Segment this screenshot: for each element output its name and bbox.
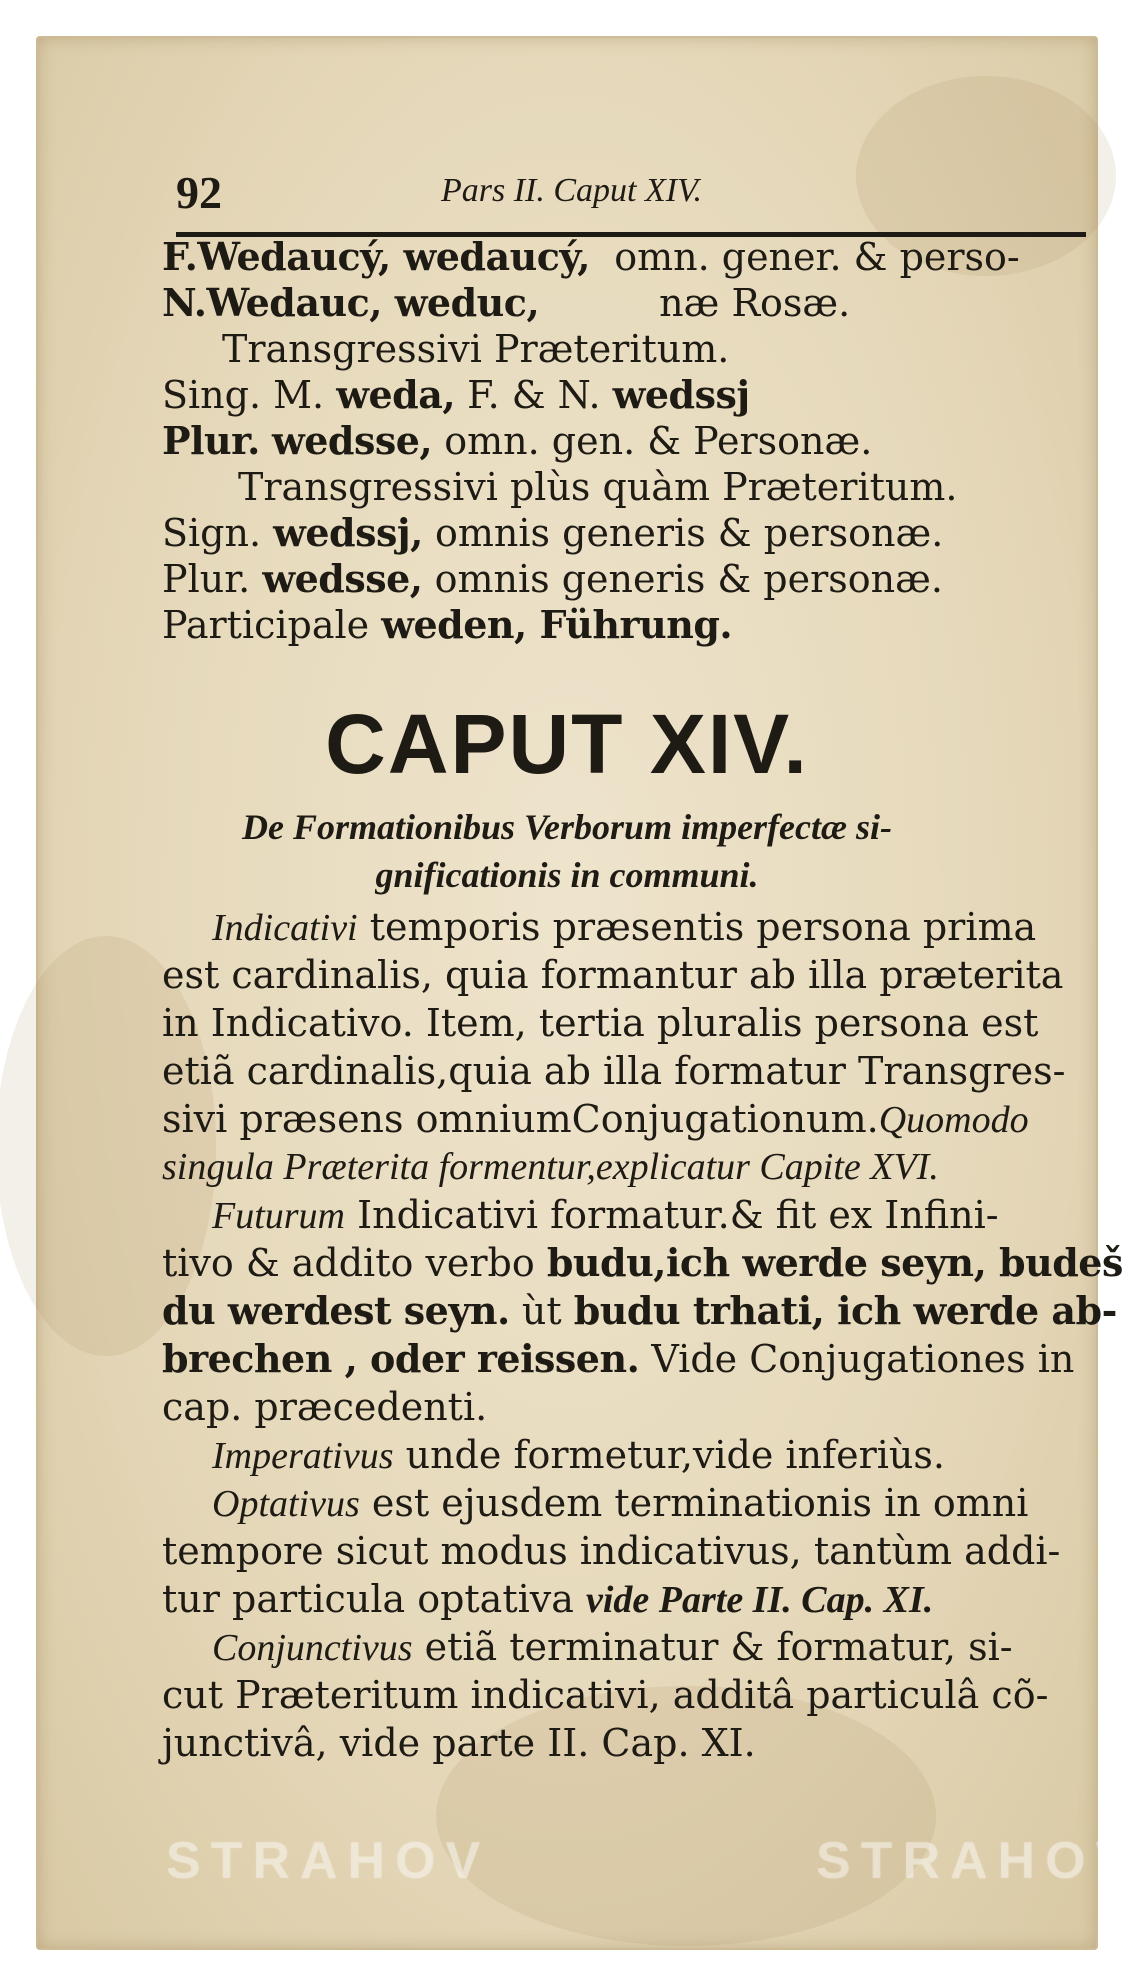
body-line: in Indicativo. Item, tertia pluralis persona est (162, 1001, 1039, 1045)
body-line: brechen , oder reissen. Vide Conjugationes in (162, 1336, 1075, 1381)
paradigm-line: Sign. wedssj, omnis generis & personæ. (162, 510, 944, 555)
page-number: 92 (176, 167, 222, 218)
body-line: du werdest seyn. ùt budu trhati, ich werde ab- (162, 1288, 1117, 1333)
library-watermark: STRAHOV (816, 1832, 1140, 1890)
czech-form: wedsse, (262, 556, 423, 601)
german-gloss: budu,ich werde seyn, budeš (546, 1240, 1123, 1285)
paradigm-line: N.Wedauc, weduc, næ Rosæ. (162, 280, 851, 325)
paradigm-heading: Transgressivi plùs quàm Præteritum. (238, 465, 958, 509)
czech-form: weden, Führung. (381, 602, 733, 647)
german-gloss: brechen , oder reissen. (162, 1336, 640, 1381)
german-gloss: budu trhati, ich werde ab- (573, 1288, 1117, 1333)
body-line: Imperativus unde formetur,vide inferiùs. (212, 1433, 945, 1477)
czech-form: wedssj, (273, 510, 423, 555)
body-line: Optativus est ejusdem terminationis in omni (212, 1481, 1029, 1525)
paradigm-line: Plur. wedsse, omnis generis & personæ. (162, 556, 943, 601)
body-line: tempore sicut modus indicativus, tantùm addi- (162, 1529, 1061, 1573)
body-line: etiã cardinalis,quia ab illa formatur Transgres- (162, 1049, 1066, 1093)
body-line: singula Præterita formentur,explicatur Capite XVI. (162, 1146, 939, 1188)
body-line: cap. præcedenti. (162, 1385, 488, 1429)
czech-form: Wedauc, weduc, (206, 280, 540, 325)
library-watermark: STRAHOV (166, 1832, 491, 1890)
book-page (36, 36, 1140, 1950)
body-line: Futurum Indicativi formatur.& fit ex Infini- (212, 1193, 999, 1237)
body-line: est cardinalis, quia formantur ab illa præterita (162, 953, 1064, 997)
body-line: cut Præteritum indicativi, additâ particulâ cõ- (162, 1673, 1049, 1717)
paradigm-line: Plur. wedsse, omn. gen. & Personæ. (162, 418, 873, 463)
german-gloss: du werdest seyn. (162, 1288, 510, 1333)
czech-form: Wedaucý, wedaucý, (197, 234, 591, 279)
body-line: tivo & addito verbo budu,ich werde seyn, budeš (162, 1240, 1123, 1285)
czech-form: wedssj (612, 372, 750, 417)
chapter-subtitle: De Formationibus Verborum imperfectæ si- (241, 807, 893, 847)
chapter-title: CAPUT XIV. (325, 697, 809, 791)
paradigm-line: F.Wedaucý, wedaucý, omn. gener. & perso- (162, 234, 1020, 279)
body-line: sivi præsens omniumConjugationum.Quomodo (162, 1097, 1029, 1141)
paradigm-heading: Transgressivi Præteritum. (222, 327, 730, 371)
czech-form: weda, (336, 372, 456, 417)
body-line: tur particula optativa vide Parte II. Cap. XI. (162, 1577, 934, 1621)
body-line: Indicativi temporis præsentis persona prima (212, 905, 1037, 949)
running-head: Pars II. Caput XIV. (441, 172, 702, 209)
body-line: junctivâ, vide parte II. Cap. XI. (162, 1721, 756, 1765)
czech-form: wedsse, (272, 418, 433, 463)
paradigm-line: Sing. M. weda, F. & N. wedssj (162, 372, 750, 417)
chapter-subtitle: gnificationis in communi. (375, 855, 759, 895)
paradigm-line: Participale weden, Führung. (162, 602, 733, 647)
body-line: Conjunctivus etiã terminatur & formatur, si- (212, 1625, 1013, 1669)
